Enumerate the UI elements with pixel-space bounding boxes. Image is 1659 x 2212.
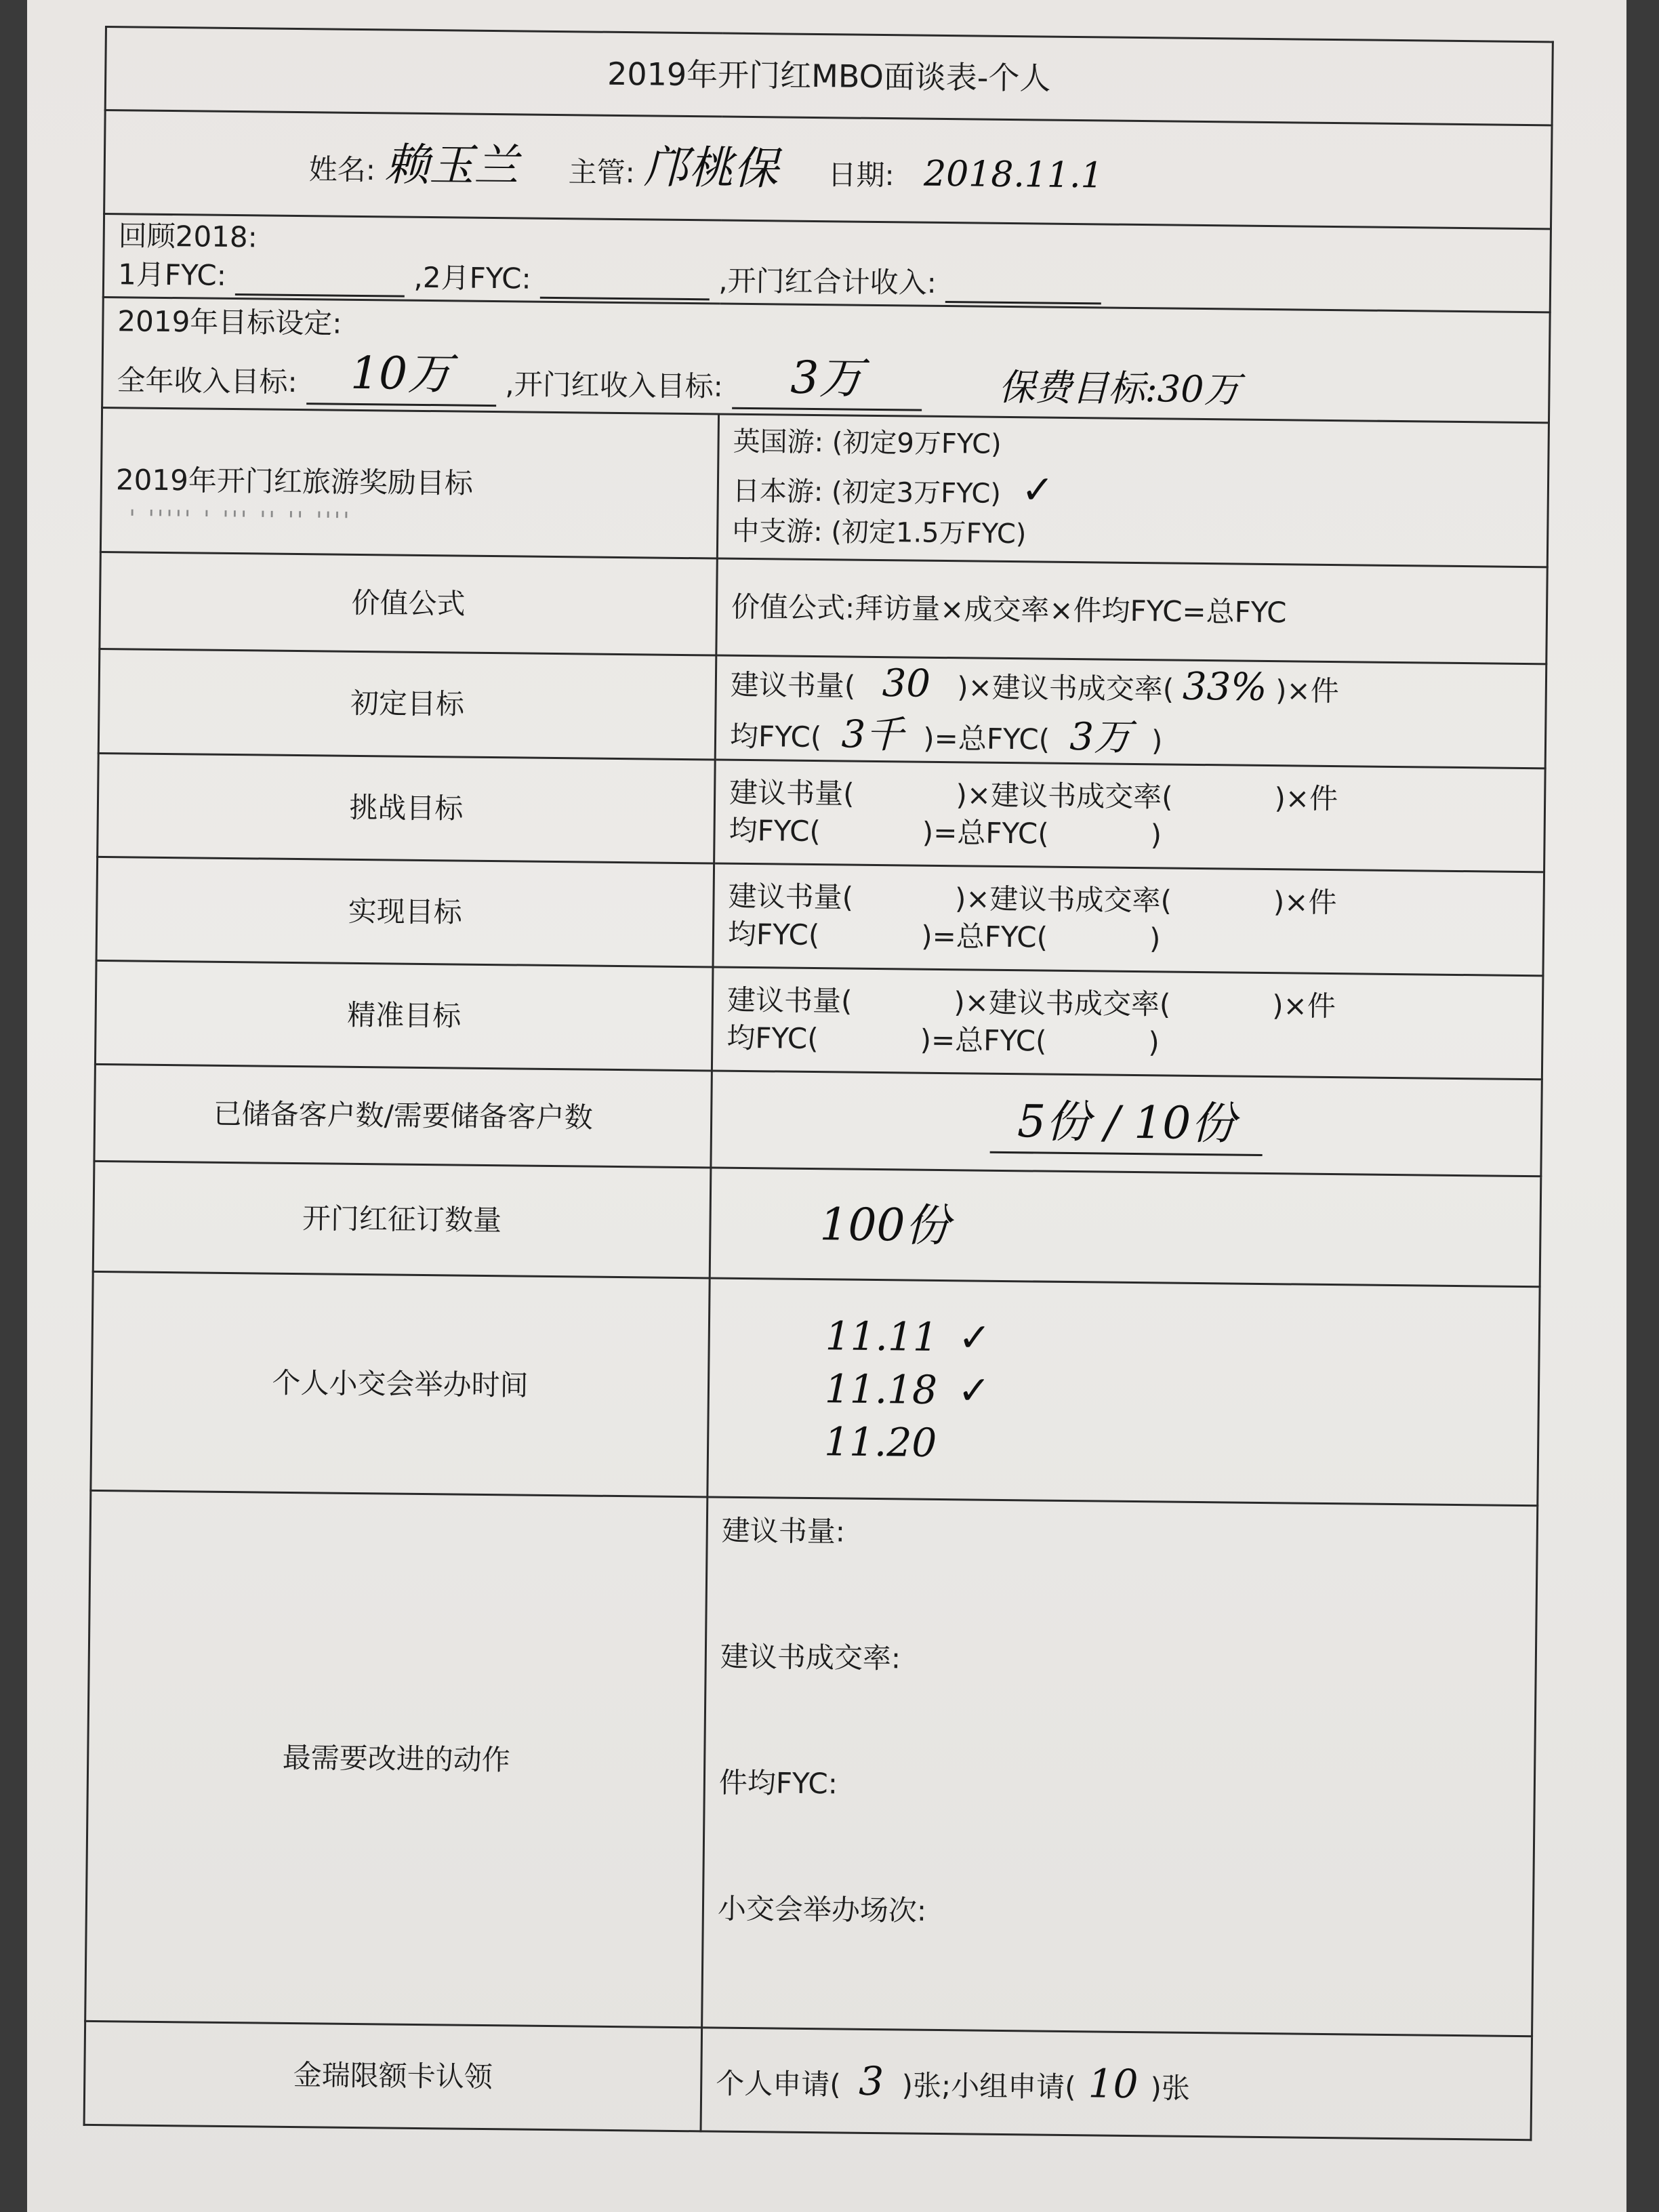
meeting-date-value: 11.18 [824, 1366, 938, 1413]
target-row-precise [95, 961, 1542, 1080]
premium-goal-handwritten: 保费目标:30万 [998, 365, 1241, 411]
reserve-row [94, 1065, 1542, 1176]
feb-fyc-field[interactable] [540, 296, 710, 300]
subscription-handwritten: 100份 [819, 1197, 950, 1252]
name-handwritten: 赖玉兰 [384, 138, 519, 192]
target-v3-handwritten: 3千 [841, 712, 904, 757]
header-row [104, 110, 1552, 229]
goals-heading: 2019年目标设定: [117, 304, 342, 340]
faded-text: ' ''''' ' ''' '' '' '''' [129, 505, 352, 535]
date-handwritten: 2018.11.1 [923, 154, 1103, 197]
target-text: 建议书量( [726, 983, 853, 1018]
review-row [103, 214, 1551, 312]
target-text: ) [1149, 922, 1161, 956]
annual-goal-label: 全年收入目标: [117, 363, 298, 399]
target-label-realize: 实现目标 [96, 857, 714, 968]
target-v2-handwritten: 33% [1182, 664, 1267, 710]
target-formula-challenge [714, 760, 1546, 872]
reserve-handwritten: 5份 / 10份 [990, 1091, 1263, 1156]
manager-handwritten: 邝桃保 [643, 141, 779, 195]
target-v2-blank[interactable] [1170, 1014, 1272, 1015]
meeting-date [825, 1309, 1525, 1370]
opening-goal-handwritten: 3万 [732, 347, 922, 411]
meeting-date-value: 11.11 [825, 1312, 939, 1360]
feb-fyc-label: ,2月FYC: [413, 260, 531, 295]
target-label-initial: 初定目标 [98, 649, 716, 760]
improve-cell [702, 1497, 1538, 2036]
target-text: )×件 [1273, 884, 1337, 919]
travel-option-uk: 英国游: (初定9万FYC) [733, 426, 1002, 460]
jan-fyc-label: 1月FYC: [117, 258, 227, 292]
target-text: )×建议书成交率( [956, 777, 1173, 814]
check-icon: ✓ [958, 1314, 991, 1361]
meeting-date [825, 1362, 1525, 1422]
target-formula-initial [715, 655, 1547, 769]
mbo-form [83, 26, 1552, 2108]
header-cell [104, 110, 1552, 229]
target-v1-handwritten: 30 [882, 661, 931, 706]
target-text: )=总FYC( [922, 815, 1049, 851]
subscription-label: 开门红征订数量 [93, 1162, 711, 1279]
card-text: )张;小组申请( [901, 2068, 1076, 2104]
target-row-initial [98, 649, 1546, 769]
card-personal-handwritten: 3 [858, 2057, 884, 2105]
target-text: )=总FYC( [923, 721, 1050, 756]
target-text: )×建议书成交率( [954, 985, 1171, 1021]
annual-goal-handwritten: 10万 [306, 342, 497, 407]
target-v2-blank[interactable] [1172, 910, 1273, 912]
target-v3-blank[interactable] [818, 1048, 920, 1050]
form-title: 2019年开门红MBO面谈表-个人 [105, 27, 1553, 125]
target-text: )×件 [1275, 674, 1340, 708]
target-v1-blank[interactable] [854, 803, 956, 804]
target-v1-blank[interactable] [853, 907, 955, 908]
opening-goal-label: ,开门红收入目标: [505, 367, 724, 404]
target-v2-blank[interactable] [1172, 806, 1274, 808]
manager-label: 主管: [568, 155, 636, 190]
goals-cell [102, 297, 1551, 422]
improve-item: 小交会举办场次: [717, 1891, 927, 1928]
target-label-precise: 精准目标 [95, 961, 713, 1071]
target-v4-blank[interactable] [1046, 1051, 1148, 1052]
meetings-label: 个人小交会举办时间 [91, 1272, 710, 1498]
total-income-label: ,开门红合计收入: [718, 264, 937, 300]
target-v4-handwritten: 3万 [1069, 714, 1132, 760]
check-icon: ✓ [957, 1367, 991, 1414]
review-cell [103, 214, 1551, 312]
travel-row [100, 407, 1549, 567]
target-text: )×建议书成交率( [954, 881, 1172, 918]
travel-option-china: 中支游: (初定1.5万FYC) [731, 515, 1027, 550]
target-text: )×件 [1272, 988, 1336, 1023]
target-text: 建议书量( [729, 775, 855, 811]
travel-label: 2019年开门红旅游奖励目标 [115, 462, 474, 500]
reserve-cell [711, 1071, 1542, 1176]
target-formula-precise [712, 967, 1543, 1080]
target-v3-blank[interactable] [819, 945, 921, 946]
card-cell [701, 2028, 1532, 2140]
improve-label: 最需要改进的动作 [85, 1491, 708, 2028]
target-text: 均FYC( [729, 813, 821, 848]
meeting-date-value: 11.20 [823, 1418, 937, 1467]
improve-item: 建议书成交率: [720, 1639, 901, 1675]
target-text: )×建议书成交率( [956, 670, 1174, 706]
subscription-row [93, 1162, 1541, 1287]
target-row-realize [96, 857, 1544, 976]
target-text: ) [1151, 723, 1163, 757]
name-label: 姓名: [308, 152, 376, 187]
meetings-cell [708, 1278, 1540, 1506]
improve-item: 建议书量: [721, 1513, 846, 1549]
target-text: )×件 [1274, 781, 1338, 815]
target-text: 建议书量( [730, 668, 856, 703]
meeting-date [824, 1416, 1524, 1476]
target-text: 建议书量( [728, 879, 854, 914]
target-text: )=总FYC( [920, 919, 1048, 954]
target-v1-blank[interactable] [852, 1010, 954, 1012]
improve-item: 件均FYC: [718, 1765, 838, 1801]
target-text: 均FYC( [726, 1021, 819, 1056]
target-v3-blank[interactable] [821, 841, 922, 842]
target-v4-blank[interactable] [1048, 844, 1150, 845]
target-text: ) [1148, 1025, 1160, 1059]
form-table [83, 26, 1554, 2141]
goals-row [102, 297, 1551, 422]
card-label: 金瑞限额卡认领 [84, 2022, 702, 2132]
travel-option-japan-text: 日本游: (初定3万FYC) [732, 475, 1002, 510]
travel-options-cell [717, 414, 1549, 567]
total-income-field[interactable] [945, 301, 1101, 304]
target-text: )=总FYC( [920, 1023, 1047, 1058]
target-text: 均FYC( [727, 917, 820, 952]
card-text: 个人申请( [715, 2066, 841, 2102]
target-text: ) [1150, 818, 1162, 852]
formula-row [100, 552, 1547, 663]
travel-option-japan [733, 460, 1534, 522]
title-row [105, 27, 1553, 125]
japan-check-mark: ✓ [1021, 466, 1054, 513]
jan-fyc-field[interactable] [235, 293, 405, 298]
review-heading: 回顾2018: [118, 219, 258, 254]
target-label-challenge: 挑战目标 [98, 754, 716, 864]
paper-sheet [27, 0, 1626, 2212]
card-text: )张 [1150, 2071, 1191, 2105]
date-label: 日期: [827, 158, 895, 192]
card-row [84, 2022, 1532, 2140]
formula-text: 价值公式:拜访量×成交率×件均FYC=总FYC [716, 558, 1547, 664]
target-formula-realize [713, 863, 1544, 976]
formula-label: 价值公式 [100, 552, 717, 655]
reserve-label: 已储备客户数/需要储备客户数 [94, 1065, 712, 1168]
travel-label-cell [100, 407, 718, 558]
card-group-handwritten: 10 [1088, 2060, 1139, 2108]
target-row-challenge [98, 754, 1545, 872]
improve-row [85, 1491, 1538, 2036]
meetings-row [91, 1272, 1540, 1506]
target-text: 均FYC( [729, 719, 822, 754]
target-v4-blank[interactable] [1048, 947, 1149, 949]
subscription-cell [710, 1168, 1541, 1287]
